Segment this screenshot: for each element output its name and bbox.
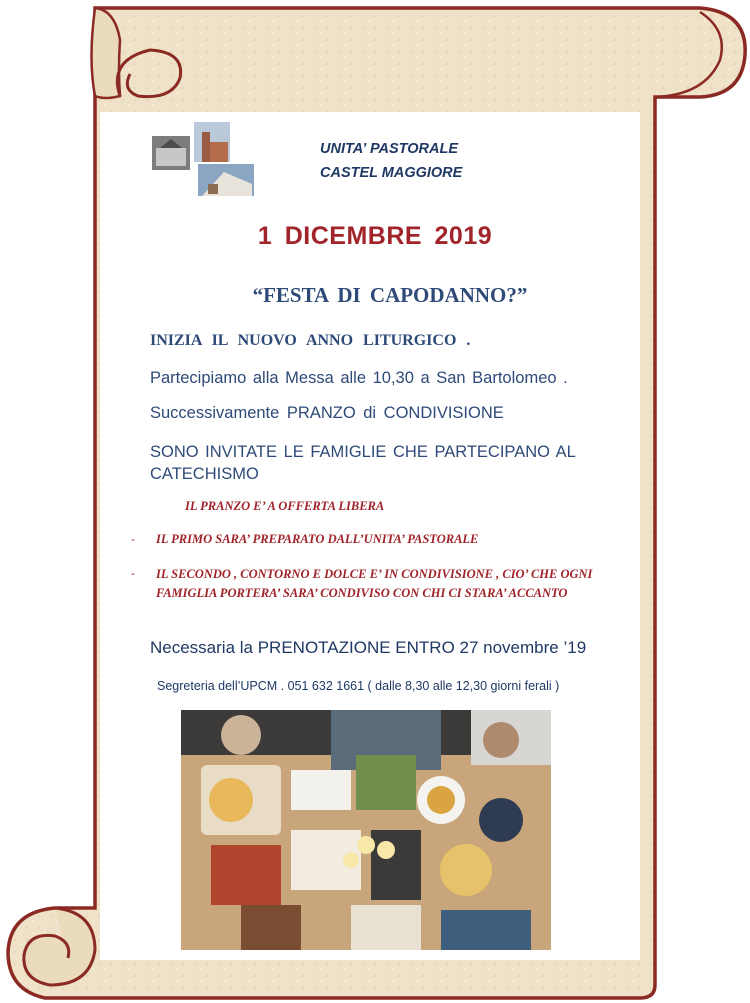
lunch-line: Successivamente PRANZO di CONDIVISIONE [150,404,504,422]
bullet-dash: - [131,532,135,546]
org-line-2: CASTEL MAGGIORE [320,165,463,181]
org-line-1: UNITA’ PASTORALE [320,141,459,157]
organization-name [320,137,462,185]
families-line: SONO INVITATE LE FAMIGLIE CHE PARTECIPANO AL CATECHISMO [150,443,576,483]
secretariat-contact: Segreteria dell’UPCM . 051 632 1661 ( dalle 8,30 alle 12,30 giorni ferali ) [157,679,560,693]
intro-line: INIZIA IL NUOVO ANNO LITURGICO . [150,332,471,349]
reservation-note: Necessaria la PRENOTAZIONE ENTRO 27 novembre ’19 [150,638,587,657]
shared-lunch-photo [181,710,551,950]
first-course-note: IL PRIMO SARA’ PREPARATO DALL’UNITA’ PASTORALE [156,532,479,546]
event-date: 1 DICEMBRE 2019 [257,222,493,250]
free-offer-note: IL PRANZO E’ A OFFERTA LIBERA [185,499,385,513]
mass-line: Partecipiamo alla Messa alle 10,30 a San Bartolomeo . [150,369,568,387]
second-course-note: IL SECONDO , CONTORNO E DOLCE E’ IN CONDIVISIONE , CIO’ CHE OGNI FAMIGLIA PORTERA’ SARA’ CONDIVISO CON CHI CI STARA’ ACCANTO [156,567,593,600]
church-photos [152,122,256,198]
bullet-dash: - [131,566,135,580]
event-title: “FESTA DI CAPODANNO?” [252,283,528,307]
